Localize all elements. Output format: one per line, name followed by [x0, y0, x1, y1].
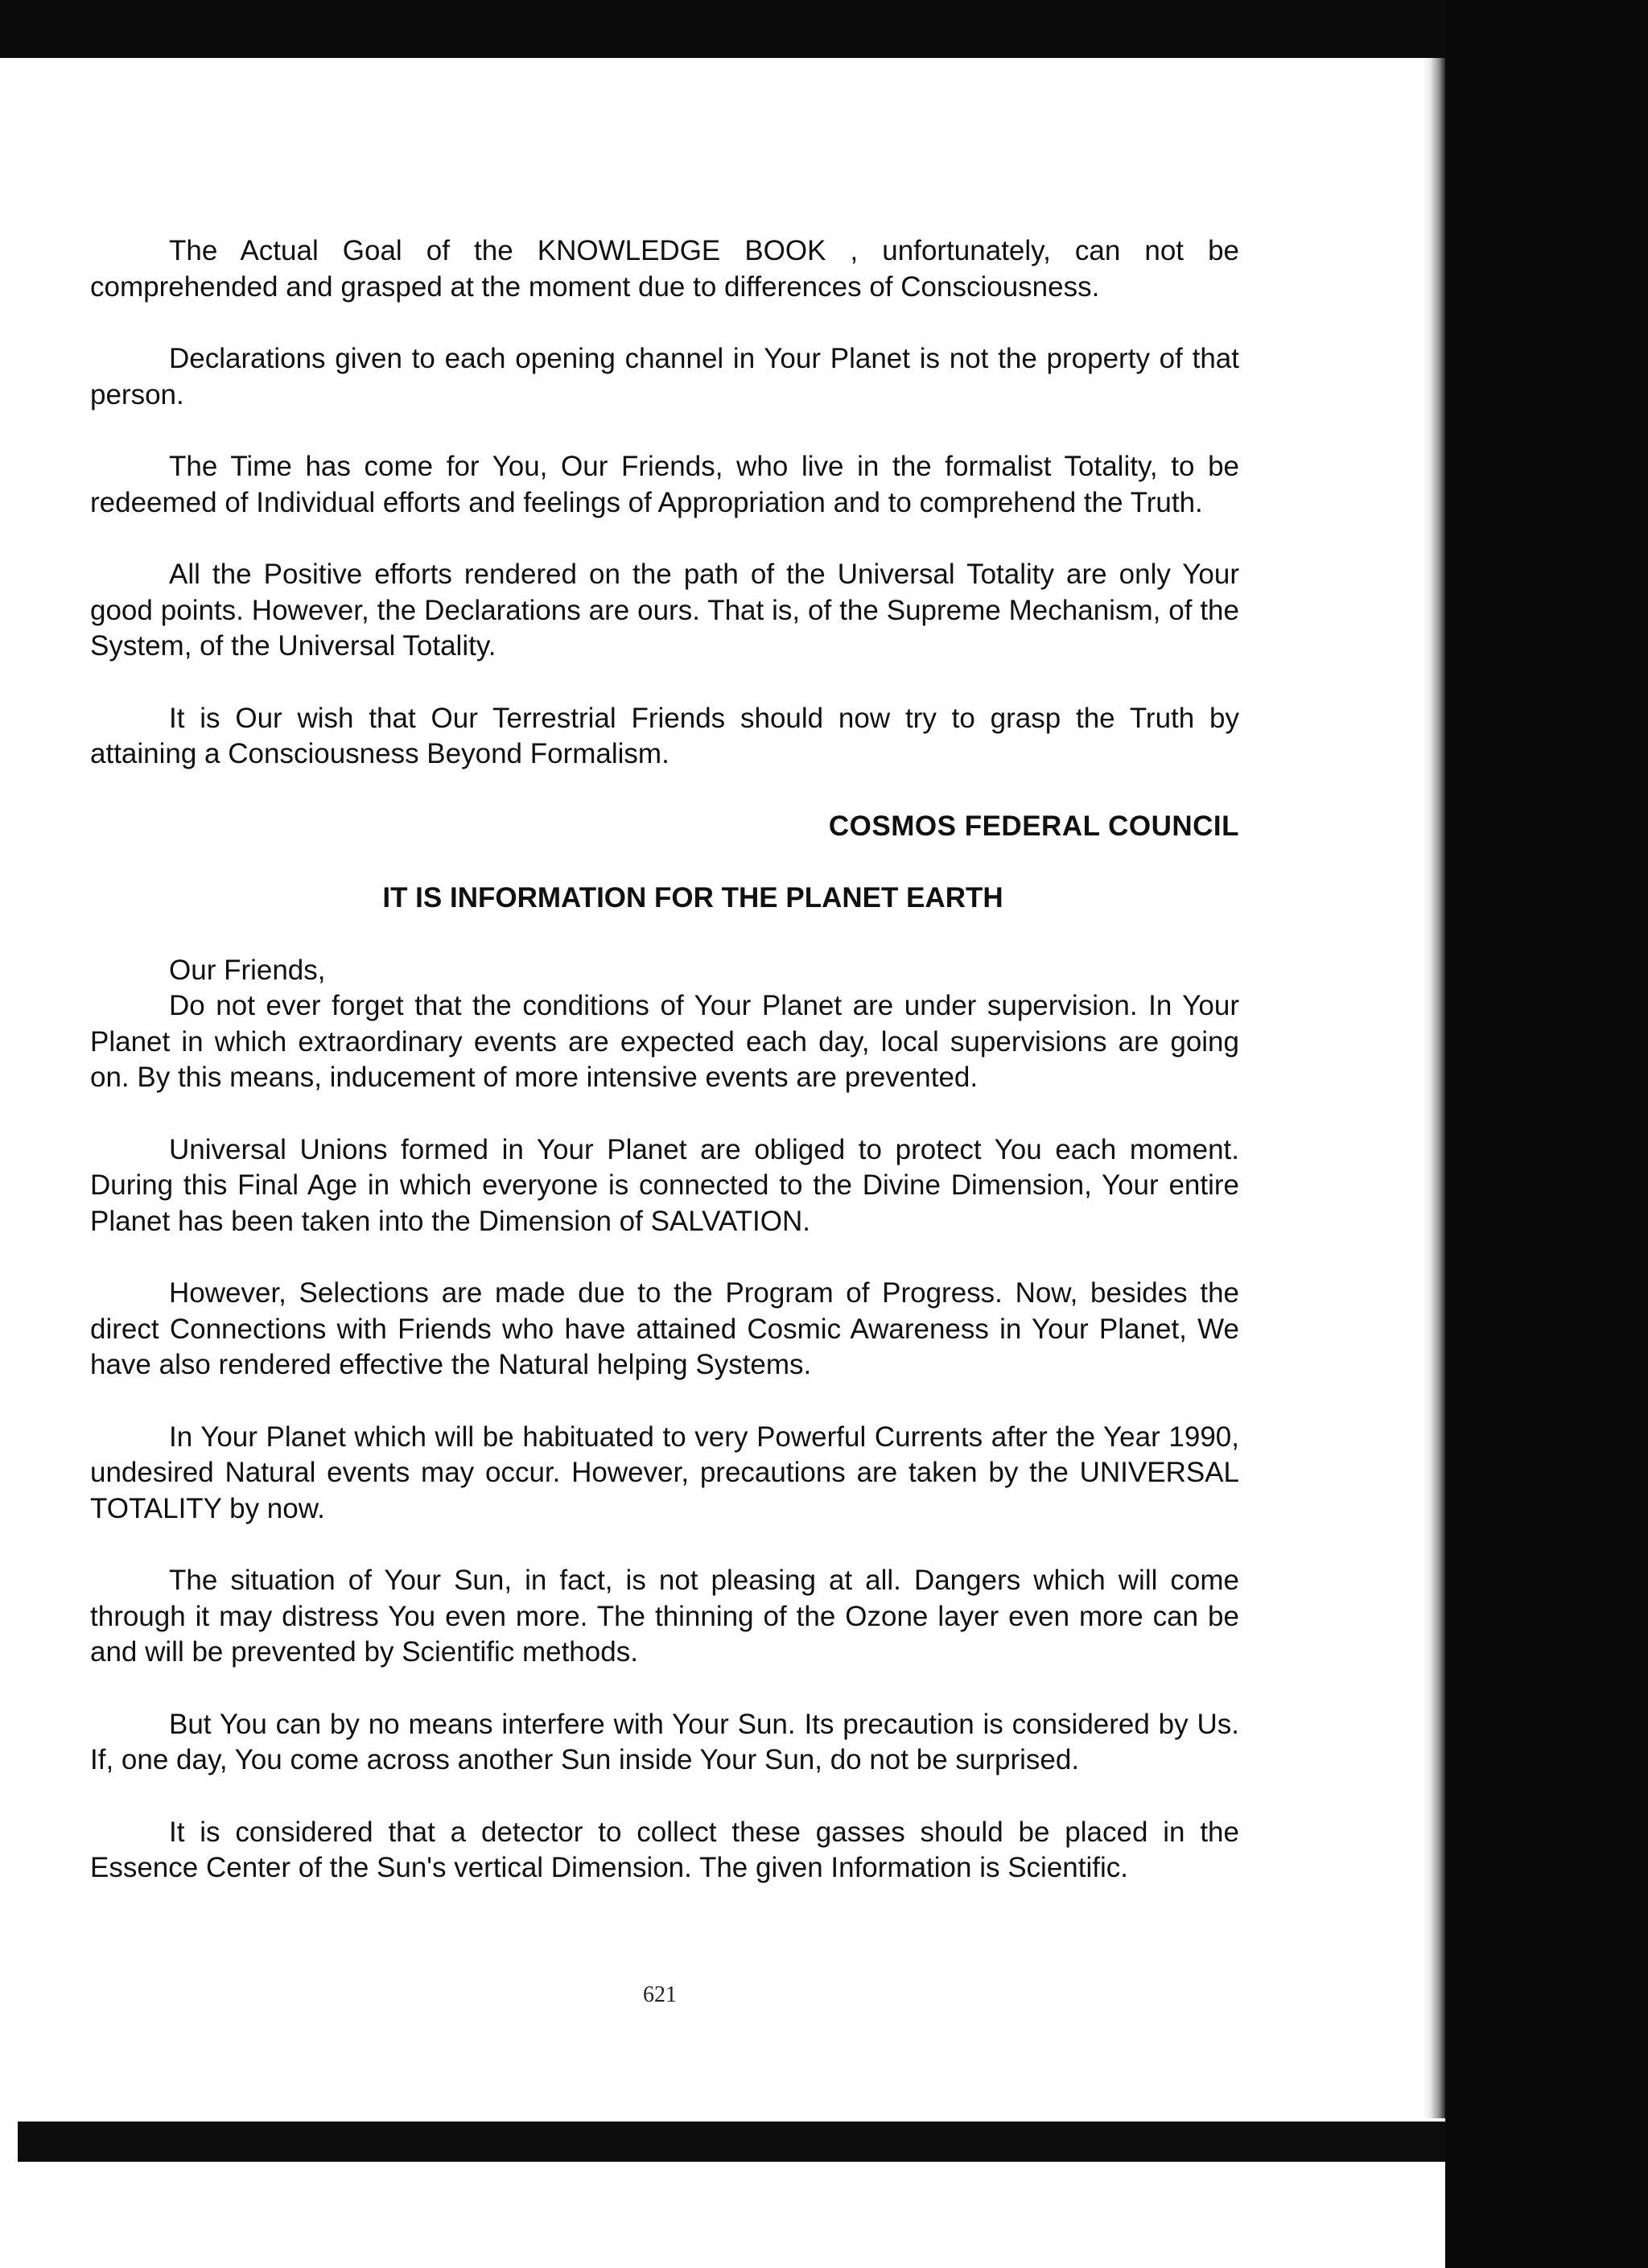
scan-border-top: [0, 0, 1648, 58]
paragraph: The Time has come for You, Our Friends, who live in the formalist Totality, to be redeemed of Individual efforts and feelings of Appropriation and to comprehend the Truth.: [90, 451, 1239, 518]
paragraph: Do not ever forget that the conditions of Your Planet are under supervision. In Your Planet in which extraordinary events are expected each day, local supervisions are going on. By this means, inducement of more intensive events are prevented.: [90, 990, 1239, 1093]
paragraph: In Your Planet which will be habituated to very Powerful Currents after the Year 1990, undesired Natural events may occur. However, precautions are taken by the UNIVERSAL TOTALITY by now.: [90, 1421, 1239, 1524]
paragraph: All the Positive efforts rendered on the path of the Universal Totality are only Your good points. However, the Declarations are ours. That is, of the Supreme Mechanism, of the System, of the Universal Totality.: [90, 559, 1239, 662]
paragraph: The Actual Goal of the KNOWLEDGE BOOK , unfortunately, can not be comprehended and grasped at the moment due to differences of Consciousness.: [90, 235, 1239, 303]
paragraph: The situation of Your Sun, in fact, is not pleasing at all. Dangers which will come through it may distress You even more. The thinning of the Ozone layer even more can be and will be prevented by Scientific methods.: [90, 1565, 1239, 1668]
paragraph: Declarations given to each opening channel in Your Planet is not the property of that person.: [90, 343, 1239, 410]
page-number: 621: [643, 1982, 677, 2007]
section-heading: IT IS INFORMATION FOR THE PLANET EARTH: [382, 882, 1003, 913]
paragraph: It is Our wish that Our Terrestrial Friends should now try to grasp the Truth by attaining a Consciousness Beyond Formalism.: [90, 702, 1239, 769]
council-signature: COSMOS FEDERAL COUNCIL: [828, 810, 1239, 842]
paragraph: Universal Unions formed in Your Planet are obliged to protect You each moment. During this Final Age in which everyone is connected to the Divine Dimension, Your entire Planet has been taken into the Dimension of SALVATION.: [90, 1133, 1239, 1237]
salutation: Our Friends,: [169, 954, 326, 986]
paragraph: However, Selections are made due to the Program of Progress. Now, besides the direct Connections with Friends who have attained Cosmic Awareness in Your Planet, We have also rendered effective the Natural helping Systems.: [90, 1277, 1239, 1380]
paragraph: But You can by no means interfere with Your Sun. Its precaution is considered by Us. If, one day, You come across another Sun inside Your Sun, do not be surprised.: [90, 1708, 1239, 1775]
scan-binding-shadow: [1423, 58, 1445, 2118]
scan-border-right: [1445, 0, 1648, 2268]
scan-margin-bottom: [0, 2162, 1445, 2268]
page-body: [90, 233, 1239, 1887]
paragraph: It is considered that a detector to collect these gasses should be placed in the Essence Center of the Sun's vertical Dimension. The given Information is Scientific.: [90, 1816, 1239, 1883]
scan-border-bottom: [18, 2122, 1445, 2162]
